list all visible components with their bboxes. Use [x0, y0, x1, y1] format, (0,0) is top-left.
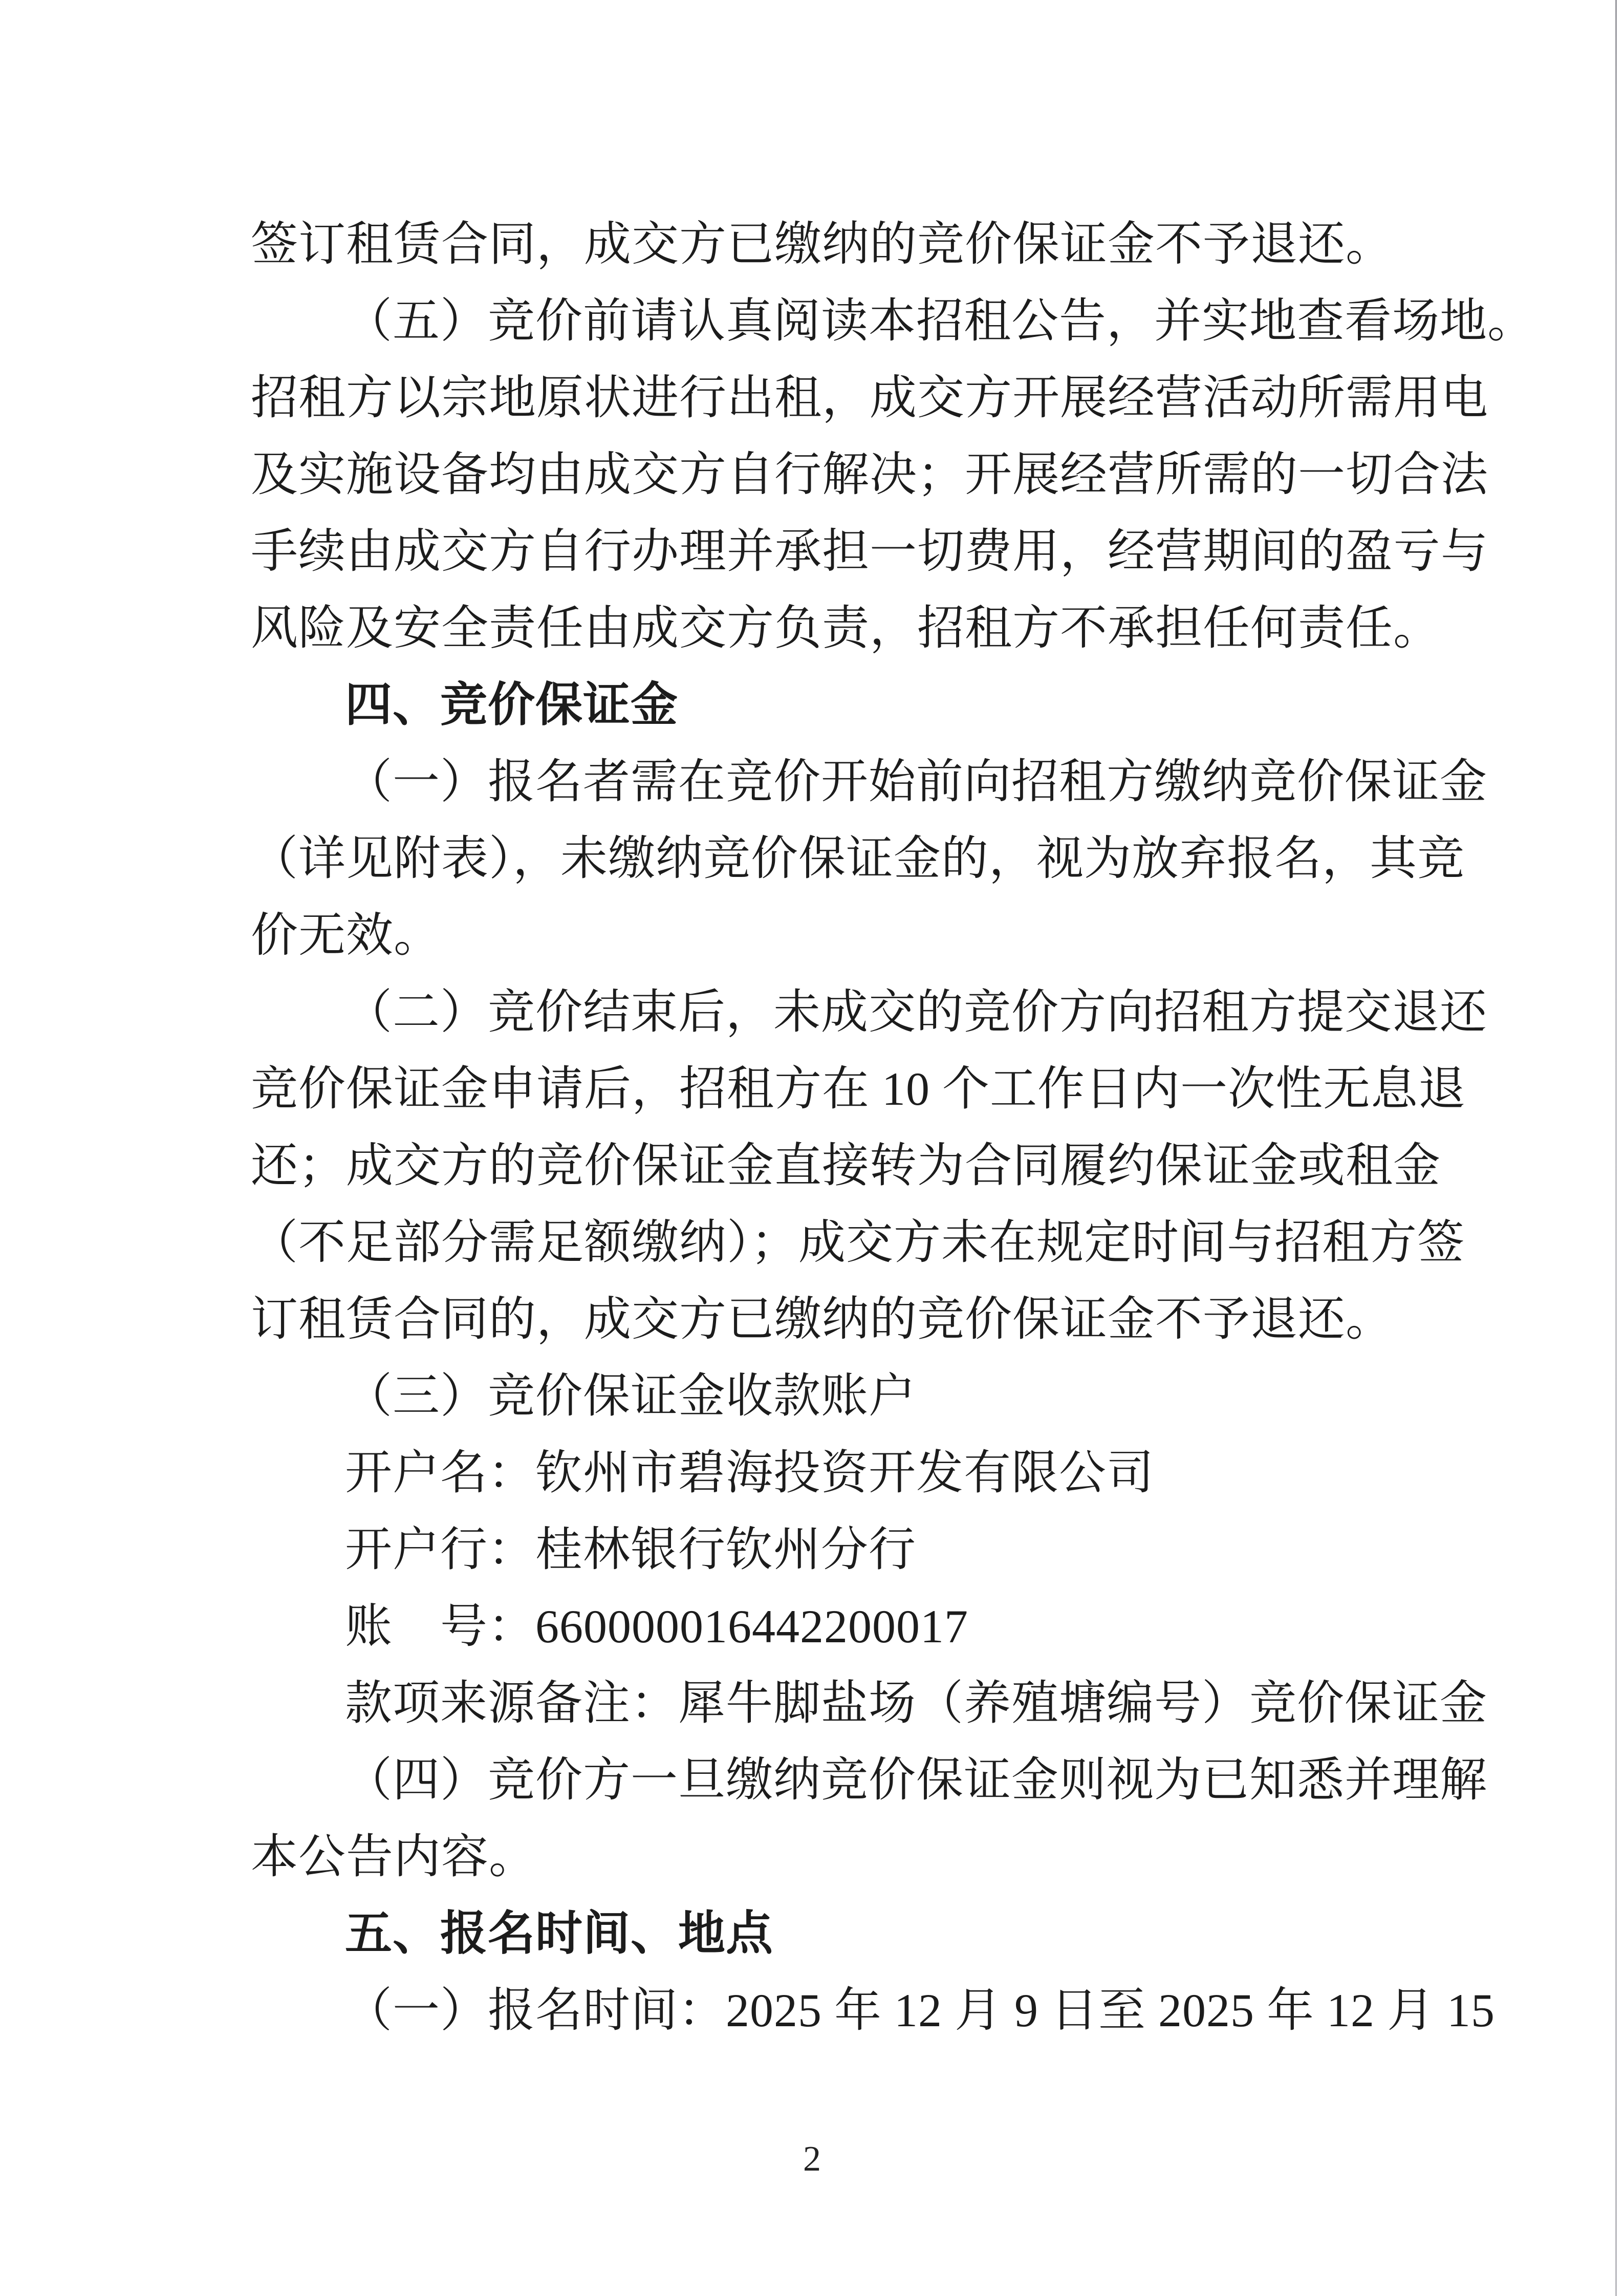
document-line: 竞价保证金申请后，招租方在 10 个工作日内一次性无息退 [251, 1063, 1466, 1115]
document-line: （三）竞价保证金收款账户 [345, 1370, 917, 1422]
document-line: 风险及安全责任由成交方负责，招租方不承担任何责任。 [251, 602, 1441, 654]
page-number: 2 [803, 2139, 821, 2179]
account-bank-line: 开户行：桂林银行钦州分行 [345, 1523, 917, 1576]
section-heading-deposit: 四、竞价保证金 [345, 679, 679, 731]
scan-edge-artifact [1615, 0, 1617, 2296]
document-line: 招租方以宗地原状进行出租，成交方开展经营活动所需用电 [251, 372, 1489, 424]
document-line: （四）竞价方一旦缴纳竞价保证金则视为已知悉并理解 [345, 1754, 1488, 1806]
section-heading-registration: 五、报名时间、地点 [345, 1907, 774, 1960]
document-line: 价无效。 [251, 909, 442, 961]
document-line: 手续由成交方自行办理并承担一切费用，经营期间的盈亏与 [251, 525, 1489, 577]
document-line: 及实施设备均由成交方自行解决；开展经营所需的一切合法 [251, 448, 1489, 501]
document-line: 还；成交方的竞价保证金直接转为合同履约保证金或租金 [251, 1140, 1441, 1192]
document-line: （二）竞价结束后，未成交的竞价方向招租方提交退还 [345, 986, 1488, 1038]
document-line: （一）报名者需在竞价开始前向招租方缴纳竞价保证金 [345, 756, 1488, 808]
document-line: （详见附表），未缴纳竞价保证金的，视为放弃报名，其竞 [251, 832, 1465, 885]
document-line: 订租赁合同的，成交方已缴纳的竞价保证金不予退还。 [251, 1293, 1394, 1345]
account-number-line: 账 号：660000016442200017 [345, 1600, 968, 1653]
document-line: 签订租赁合同，成交方已缴纳的竞价保证金不予退还。 [251, 218, 1394, 270]
document-line: （五）竞价前请认真阅读本招租公告，并实地查看场地。 [345, 295, 1535, 347]
document-line: 本公告内容。 [251, 1831, 537, 1883]
registration-time-line: （一）报名时间：2025 年 12 月 9 日至 2025 年 12 月 15 [345, 1984, 1496, 2036]
payment-remark-line: 款项来源备注：犀牛脚盐场（养殖塘编号）竞价保证金 [345, 1677, 1488, 1729]
document-body [251, 206, 1535, 2049]
account-holder-line: 开户名：钦州市碧海投资开发有限公司 [345, 1447, 1155, 1499]
document-line: （不足部分需足额缴纳）；成交方未在规定时间与招租方签 [251, 1216, 1465, 1269]
